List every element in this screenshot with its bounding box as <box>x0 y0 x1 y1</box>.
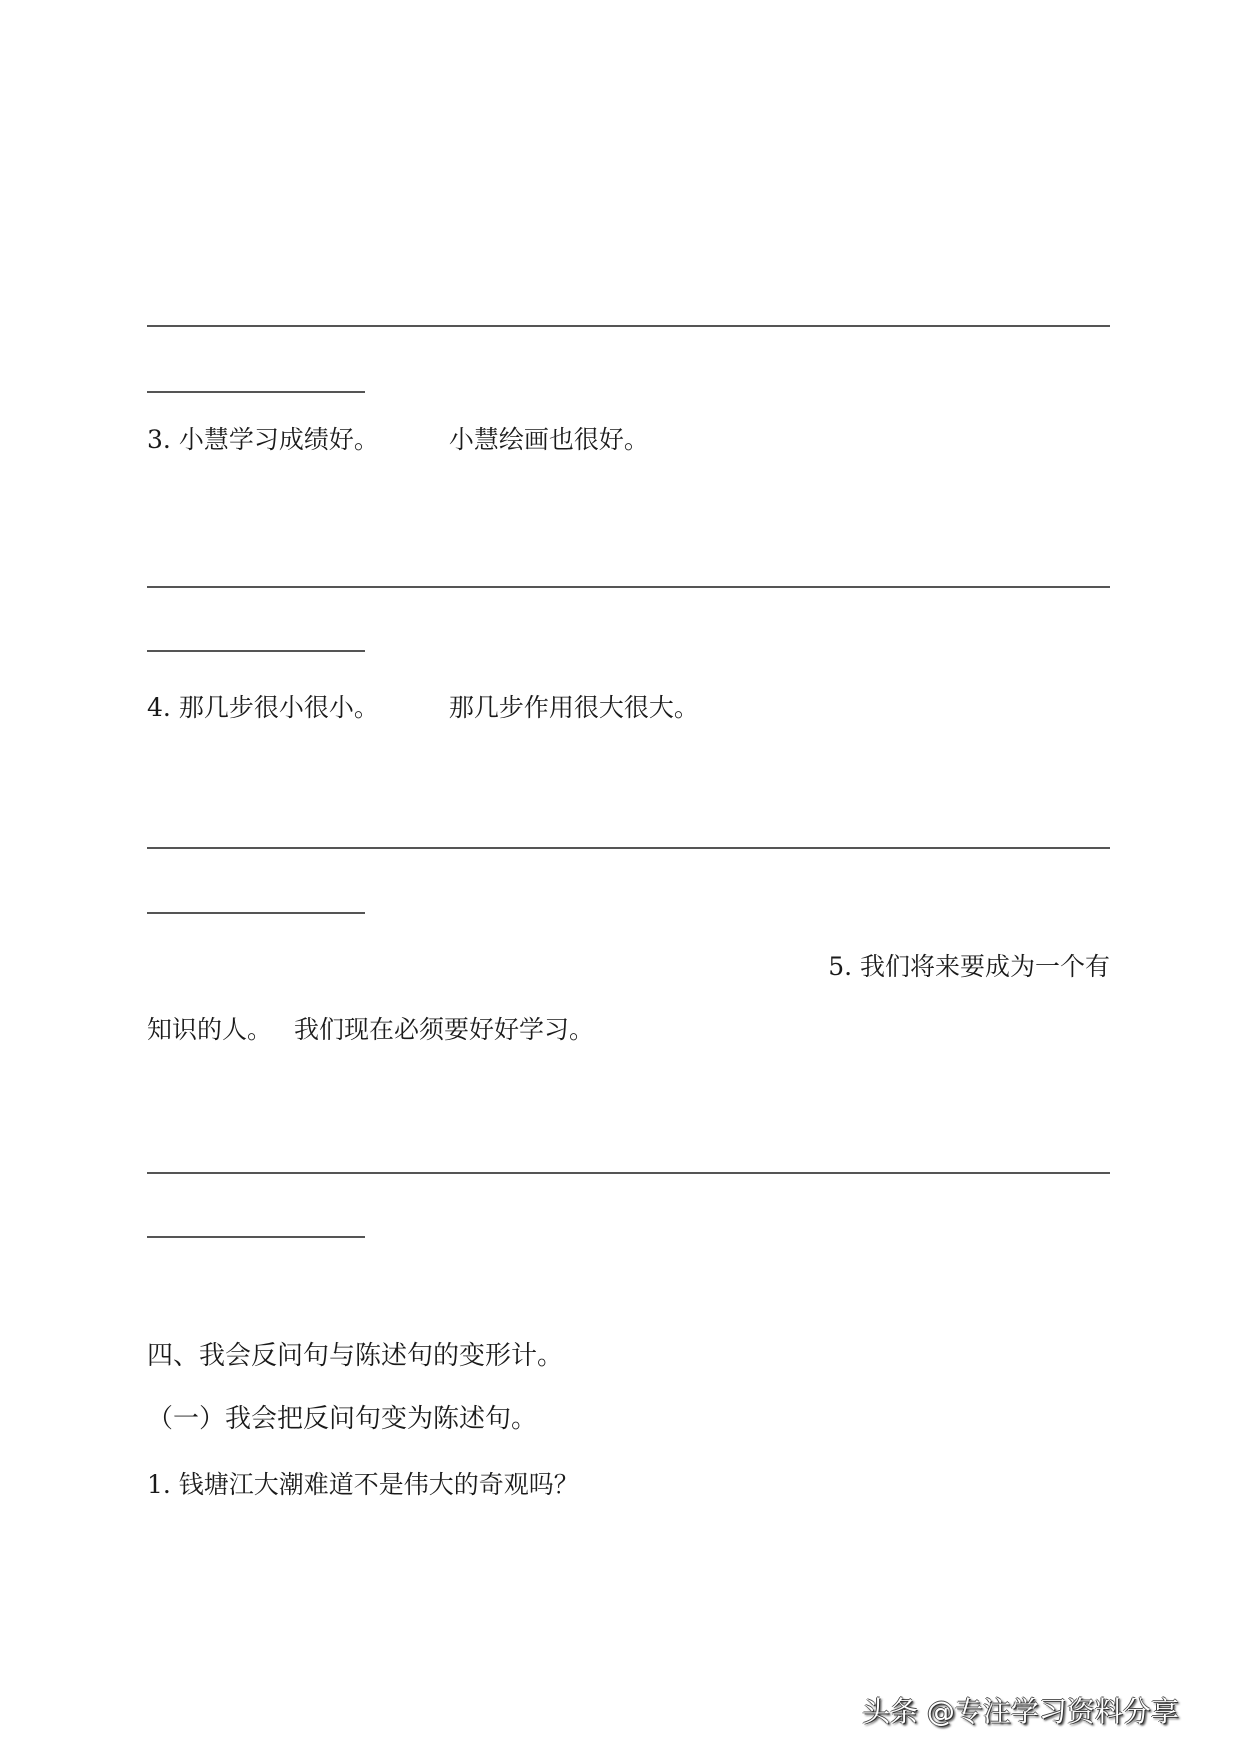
item-3 <box>147 424 649 456</box>
item-4 <box>147 692 699 724</box>
answer-line-long[interactable] <box>147 847 1110 849</box>
section-heading: 四、我会反问句与陈述句的变形计。 <box>147 1341 564 1371</box>
item-4-sentence-b: 那几步作用很大很大。 <box>448 693 699 722</box>
section-subheading: （一）我会把反问句变为陈述句。 <box>147 1404 538 1434</box>
item-4-sentence-a: 4. 那几步很小很小。 <box>147 693 379 722</box>
answer-line-short[interactable] <box>147 391 365 393</box>
question-1: 1. 钱塘江大潮难道不是伟大的奇观吗？ <box>147 1470 579 1499</box>
item-3-sentence-b: 小慧绘画也很好。 <box>448 425 649 454</box>
answer-line-short[interactable] <box>147 1236 365 1238</box>
watermark: 头条 @专注学习资料分享 <box>862 1695 1179 1728</box>
item-5-sentence-a: 知识的人。 <box>147 1015 273 1044</box>
answer-line-long[interactable] <box>147 325 1110 327</box>
item-3-sentence-a: 3. 小慧学习成绩好。 <box>147 425 379 454</box>
item-5-sentence-b: 我们现在必须要好好学习。 <box>294 1015 595 1044</box>
item-5-line-1: 5. 我们将来要成为一个有 <box>828 952 1110 981</box>
answer-line-long[interactable] <box>147 586 1110 588</box>
answer-line-short[interactable] <box>147 650 365 652</box>
answer-line-short[interactable] <box>147 912 365 914</box>
answer-line-long[interactable] <box>147 1172 1110 1174</box>
item-5-line-2 <box>147 1014 594 1046</box>
